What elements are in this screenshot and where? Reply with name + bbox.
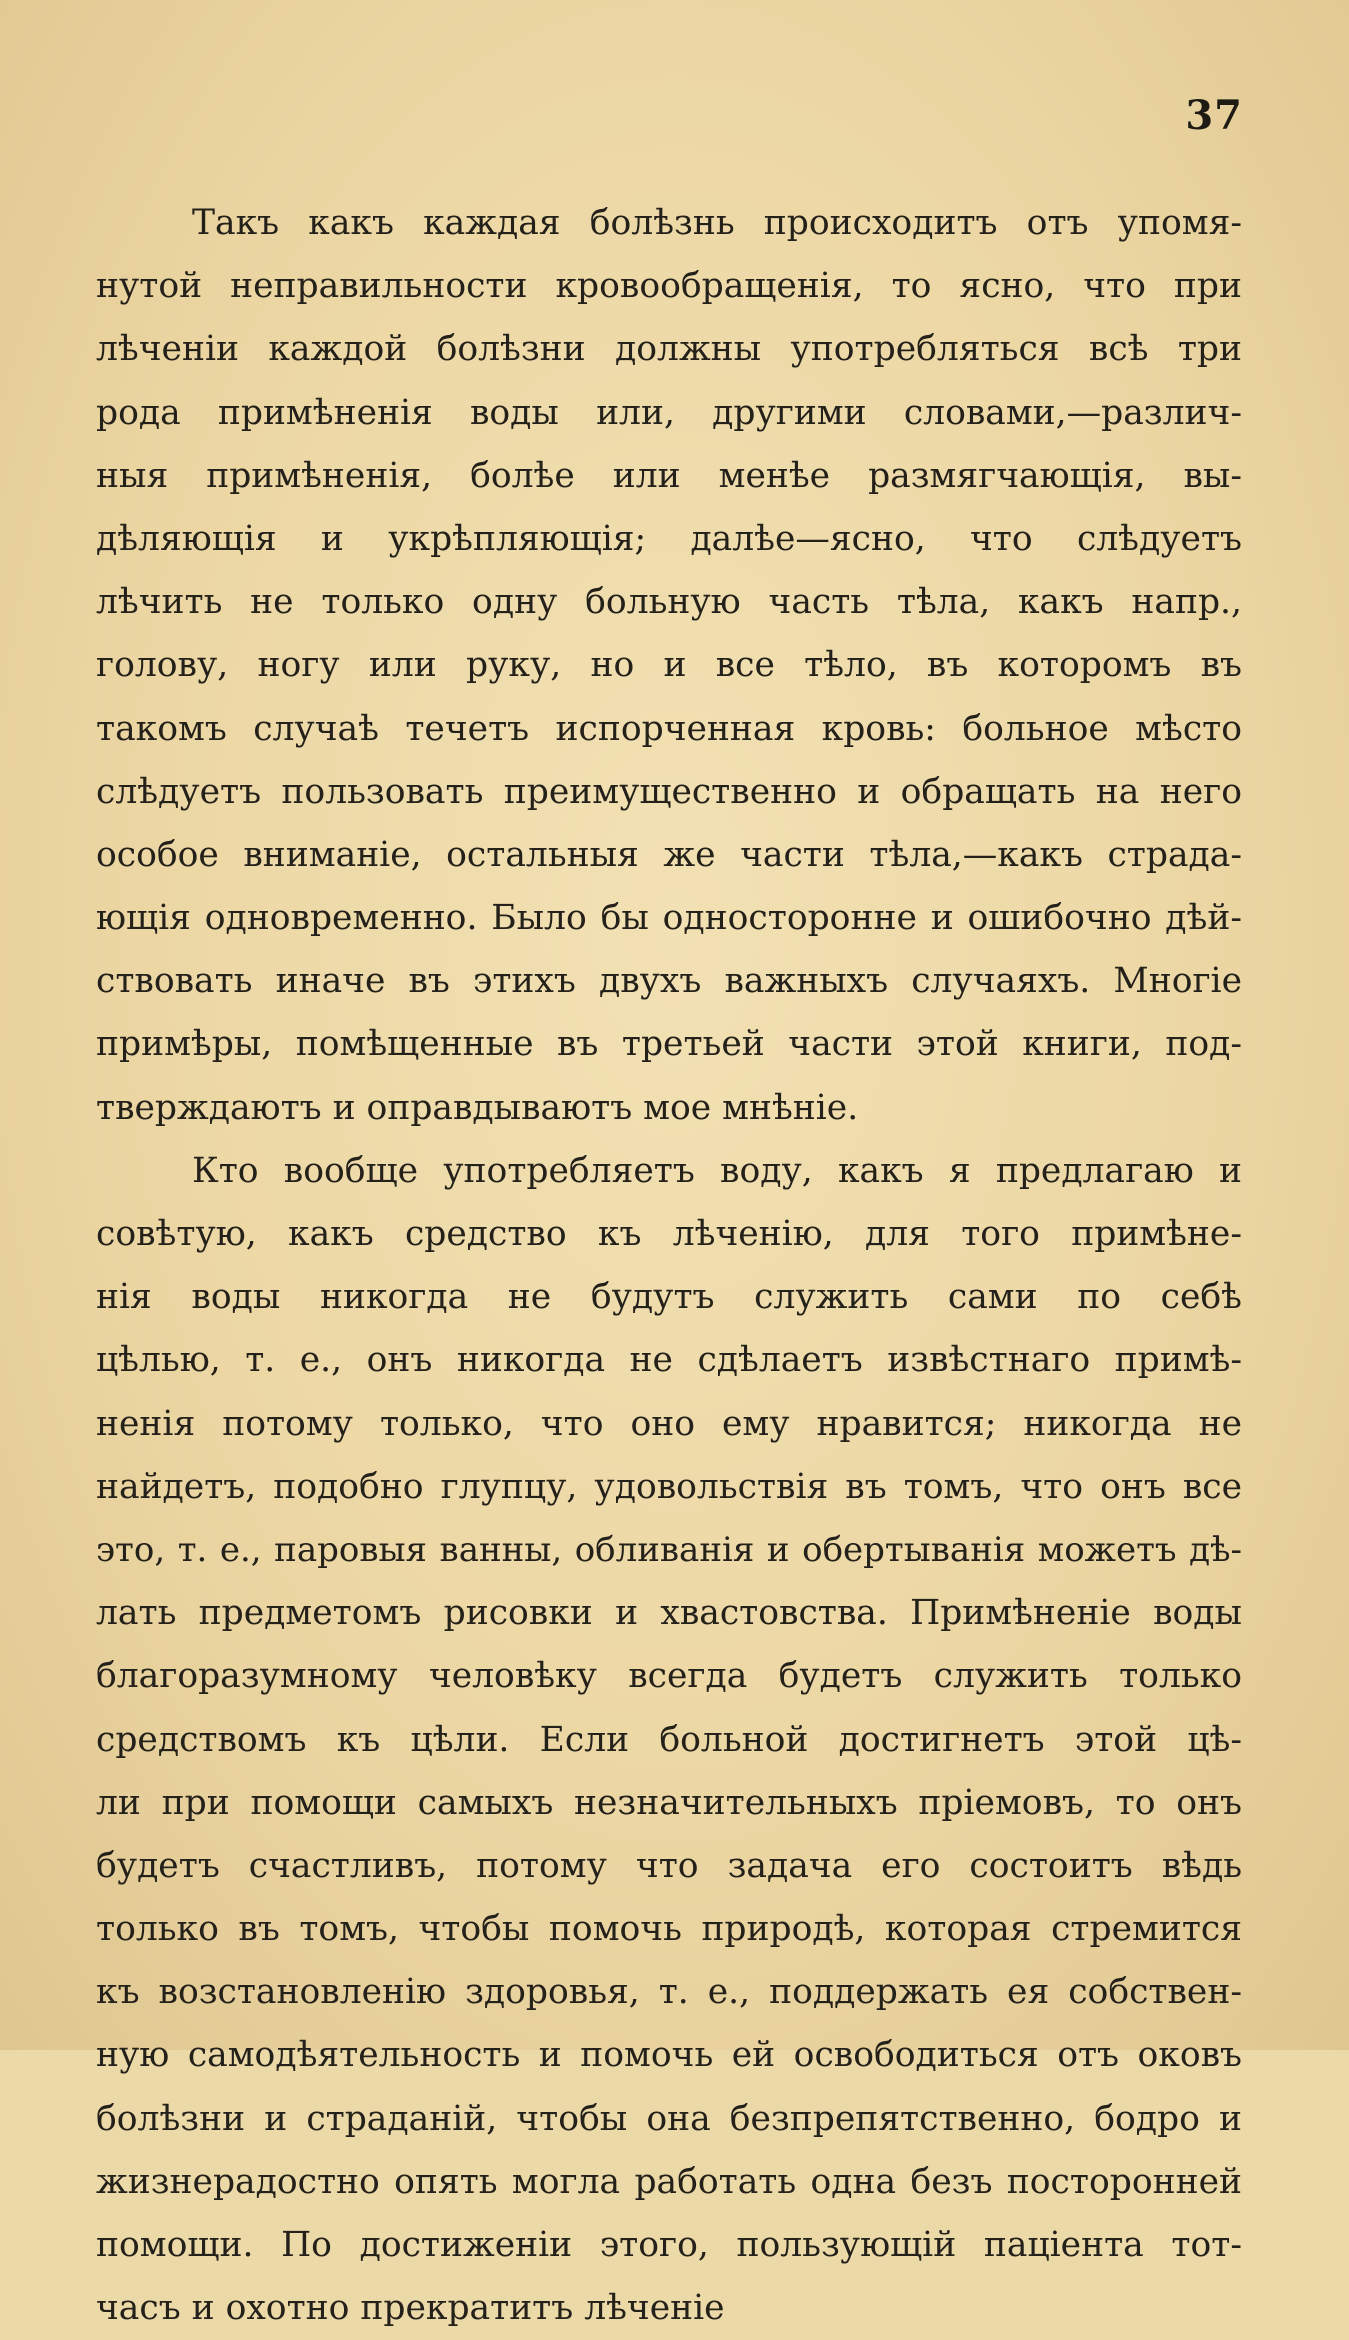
text-line: ныя примѣненія, болѣе или менѣе размягчающія, вы- — [96, 455, 1242, 496]
page-number: 37 — [1185, 92, 1243, 139]
text-line: найдетъ, подобно глупцу, удовольствія въ томъ, что онъ все — [96, 1466, 1242, 1507]
text-line: помощи. По достиженіи этого, пользующій паціента тот- — [96, 2225, 1242, 2265]
paragraph — [96, 192, 1242, 1140]
text-line: къ возстановленію здоровья, т. е., поддержать ея собствен- — [96, 1972, 1242, 2013]
text-line: слѣдуетъ пользовать преимущественно и обращать на него — [96, 771, 1242, 812]
text-line: дѣляющія и укрѣпляющія; далѣе—ясно, что слѣдуетъ — [96, 518, 1242, 559]
text-line: примѣры, помѣщенные въ третьей части этой книги, под- — [96, 1024, 1242, 1065]
text-line: жизнерадостно опять могла работать одна безъ посторонней — [96, 2161, 1242, 2202]
text-line: только въ томъ, чтобы помочь природѣ, которая стремится — [96, 1909, 1242, 1950]
text-line: лѣченіи каждой болѣзни должны употребляться всѣ три — [96, 329, 1242, 370]
text-line: такомъ случаѣ течетъ испорченная кровь: больное мѣсто — [96, 708, 1242, 749]
text-line: нутой неправильности кровообращенія, то ясно, что при — [96, 266, 1242, 307]
text-line: ющія одновременно. Было бы односторонне и ошибочно дѣй- — [96, 898, 1242, 939]
text-line: средствомъ къ цѣли. Если больной достигнетъ этой цѣ- — [96, 1719, 1242, 1760]
text-line: ную самодѣятельность и помочь ей освободиться отъ оковъ — [96, 2035, 1242, 2076]
text-line: ствовать иначе въ этихъ двухъ важныхъ случаяхъ. Многіе — [96, 961, 1242, 1002]
text-line: нія воды никогда не будутъ служить сами по себѣ — [96, 1277, 1242, 1318]
text-line: часъ и охотно прекратитъ лѣченіе — [96, 2288, 725, 2329]
text-line: совѣтую, какъ средство къ лѣченію, для того примѣне- — [96, 1214, 1242, 1254]
text-line: Такъ какъ каждая болѣзнь происходитъ отъ упомя- — [192, 203, 1242, 243]
text-line: это, т. е., паровыя ванны, обливанія и обертыванія можетъ дѣ- — [96, 1529, 1242, 1570]
text-line: ненія потому только, что оно ему нравится; никогда не — [96, 1403, 1242, 1444]
paragraph — [96, 1140, 1242, 2340]
text-line: Кто вообще употребляетъ воду, какъ я предлагаю и — [192, 1150, 1242, 1191]
text-line: ли при помощи самыхъ незначительныхъ пріемовъ, то онъ — [96, 1782, 1242, 1823]
text-line: особое вниманіе, остальныя же части тѣла,—какъ страда- — [96, 834, 1242, 875]
text-line: лѣчить не только одну больную часть тѣла, какъ напр., — [96, 582, 1242, 623]
text-line: лать предметомъ рисовки и хвастовства. Примѣненіе воды — [96, 1593, 1242, 1634]
text-line: благоразумному человѣку всегда будетъ служить только — [96, 1656, 1242, 1697]
text-line: голову, ногу или руку, но и все тѣло, въ которомъ въ — [96, 645, 1242, 686]
body-text — [96, 192, 1242, 2340]
text-line: будетъ счастливъ, потому что задача его состоитъ вѣдь — [96, 1845, 1242, 1886]
text-line: болѣзни и страданій, чтобы она безпрепятственно, бодро и — [96, 2098, 1242, 2139]
text-line: цѣлью, т. е., онъ никогда не сдѣлаетъ извѣстнаго примѣ- — [96, 1340, 1242, 1381]
text-line: тверждаютъ и оправдываютъ мое мнѣніе. — [96, 1087, 859, 1128]
text-line: рода примѣненія воды или, другими словами,—различ- — [96, 392, 1242, 433]
